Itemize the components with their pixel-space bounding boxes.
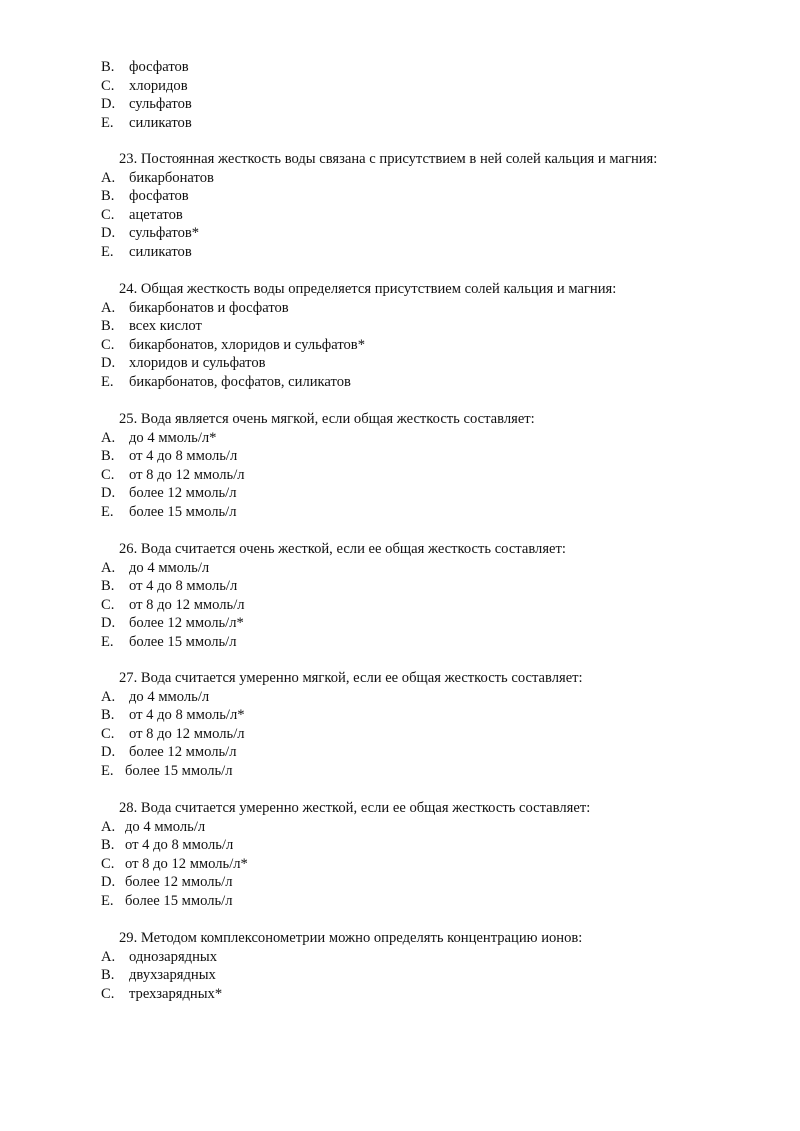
option-letter: A. xyxy=(101,688,116,705)
answer-option xyxy=(0,743,800,762)
question-block-23 xyxy=(0,150,800,261)
option-letter: E. xyxy=(101,373,114,390)
option-text: от 8 до 12 ммоль/л xyxy=(129,466,245,483)
answer-option xyxy=(0,77,800,96)
option-text: до 4 ммоль/л* xyxy=(129,429,217,446)
option-text: трехзарядных* xyxy=(129,985,223,1002)
answer-option xyxy=(0,892,800,911)
option-letter: B. xyxy=(101,578,115,594)
answer-option xyxy=(0,224,800,243)
question-block-29 xyxy=(0,929,800,1003)
option-text: более 12 ммоль/л* xyxy=(129,615,244,631)
option-letter: C. xyxy=(101,77,115,94)
option-text: бикарбонатов и фосфатов xyxy=(129,299,289,316)
answer-option xyxy=(0,577,800,596)
answer-option xyxy=(0,373,800,392)
option-letter: C. xyxy=(101,596,115,613)
answer-option xyxy=(0,725,800,744)
option-letter: A. xyxy=(101,299,116,316)
option-text: от 8 до 12 ммоль/л* xyxy=(125,855,248,872)
option-letter: C. xyxy=(101,855,115,872)
answer-option xyxy=(0,466,800,485)
option-letter: C. xyxy=(101,206,115,223)
question-block-22-continued xyxy=(0,58,800,132)
question-text: 23. Постоянная жесткость воды связана с присутствием в ней солей кальция и магния: xyxy=(119,151,658,167)
option-letter: A. xyxy=(101,559,116,576)
option-text: от 4 до 8 ммоль/л* xyxy=(129,707,245,723)
option-text: до 4 ммоль/л xyxy=(129,688,210,705)
option-letter: E. xyxy=(101,633,114,650)
question-text: 26. Вода считается очень жесткой, если ее общая жесткость составляет: xyxy=(119,541,566,557)
answer-option xyxy=(0,187,800,206)
option-letter: B. xyxy=(101,318,115,334)
question-block-25 xyxy=(0,410,800,521)
option-letter: A. xyxy=(101,818,116,835)
option-text: более 12 ммоль/л xyxy=(125,874,233,890)
answer-option xyxy=(0,317,800,336)
answer-option xyxy=(0,948,800,967)
option-text: до 4 ммоль/л xyxy=(129,559,210,576)
option-text: более 15 ммоль/л xyxy=(129,633,237,650)
option-letter: D. xyxy=(101,485,116,501)
answer-option xyxy=(0,58,800,77)
question-text: 28. Вода считается умеренно жесткой, если ее общая жесткость составляет: xyxy=(119,800,591,816)
answer-option xyxy=(0,966,800,985)
option-letter: C. xyxy=(101,466,115,483)
answer-option xyxy=(0,818,800,837)
option-text: более 12 ммоль/л xyxy=(129,485,237,501)
answer-option xyxy=(0,985,800,1004)
option-text: сульфатов* xyxy=(129,225,200,241)
option-letter: B. xyxy=(101,967,115,983)
option-text: бикарбонатов xyxy=(129,169,214,186)
option-text: более 15 ммоль/л xyxy=(129,503,237,520)
answer-option xyxy=(0,354,800,373)
option-letter: B. xyxy=(101,59,115,75)
option-letter: B. xyxy=(101,188,115,204)
option-text: фосфатов xyxy=(129,188,189,204)
option-text: бикарбонатов, хлоридов и сульфатов* xyxy=(129,336,365,353)
option-letter: B. xyxy=(101,837,115,853)
answer-option xyxy=(0,484,800,503)
answer-option xyxy=(0,596,800,615)
answer-option xyxy=(0,447,800,466)
option-letter: A. xyxy=(101,429,116,446)
option-letter: E. xyxy=(101,503,114,520)
question-block-27 xyxy=(0,669,800,780)
answer-option xyxy=(0,299,800,318)
option-text: от 8 до 12 ммоль/л xyxy=(129,596,245,613)
option-letter: D. xyxy=(101,96,116,112)
option-text: ацетатов xyxy=(129,206,183,223)
option-text: силикатов xyxy=(129,243,192,260)
option-text: более 15 ммоль/л xyxy=(125,892,233,909)
answer-option xyxy=(0,559,800,578)
option-text: однозарядных xyxy=(129,948,217,965)
answer-option xyxy=(0,762,800,781)
question-block-28 xyxy=(0,799,800,910)
answer-option xyxy=(0,614,800,633)
option-letter: C. xyxy=(101,725,115,742)
option-letter: E. xyxy=(101,114,114,131)
option-text: от 4 до 8 ммоль/л xyxy=(125,837,234,853)
option-text: хлоридов xyxy=(129,77,188,94)
option-letter: E. xyxy=(101,243,114,260)
option-letter: D. xyxy=(101,744,116,760)
option-letter: D. xyxy=(101,615,116,631)
question-block-24 xyxy=(0,280,800,391)
answer-option xyxy=(0,243,800,262)
question-block-26 xyxy=(0,540,800,651)
answer-option xyxy=(0,169,800,188)
answer-option xyxy=(0,206,800,225)
option-text: от 4 до 8 ммоль/л xyxy=(129,578,238,594)
option-text: фосфатов xyxy=(129,59,189,75)
option-letter: A. xyxy=(101,948,116,965)
answer-option xyxy=(0,114,800,133)
option-letter: C. xyxy=(101,985,115,1002)
answer-option xyxy=(0,95,800,114)
option-text: более 12 ммоль/л xyxy=(129,744,237,760)
option-letter: B. xyxy=(101,448,115,464)
option-text: до 4 ммоль/л xyxy=(125,818,206,835)
answer-option xyxy=(0,688,800,707)
option-letter: B. xyxy=(101,707,115,723)
option-letter: D. xyxy=(101,355,116,371)
option-text: более 15 ммоль/л xyxy=(125,762,233,779)
answer-option xyxy=(0,836,800,855)
option-text: двухзарядных xyxy=(129,967,216,983)
answer-option xyxy=(0,336,800,355)
option-text: сульфатов xyxy=(129,96,192,112)
option-letter: E. xyxy=(101,762,114,779)
option-text: всех кислот xyxy=(129,318,202,334)
question-text: 29. Методом комплексонометрии можно определять концентрацию ионов: xyxy=(119,930,583,946)
answer-option xyxy=(0,855,800,874)
answer-option xyxy=(0,503,800,522)
answer-option xyxy=(0,873,800,892)
answer-option xyxy=(0,633,800,652)
question-text: 27. Вода считается умеренно мягкой, если ее общая жесткость составляет: xyxy=(119,670,583,686)
option-text: от 4 до 8 ммоль/л xyxy=(129,448,238,464)
answer-option xyxy=(0,429,800,448)
answer-option xyxy=(0,706,800,725)
option-text: бикарбонатов, фосфатов, силикатов xyxy=(129,373,351,390)
option-text: хлоридов и сульфатов xyxy=(129,355,266,371)
option-text: от 8 до 12 ммоль/л xyxy=(129,725,245,742)
question-text: 24. Общая жесткость воды определяется присутствием солей кальция и магния: xyxy=(119,281,617,297)
option-letter: D. xyxy=(101,225,116,241)
option-letter: C. xyxy=(101,336,115,353)
option-letter: E. xyxy=(101,892,114,909)
option-text: силикатов xyxy=(129,114,192,131)
option-letter: A. xyxy=(101,169,116,186)
question-text: 25. Вода является очень мягкой, если общая жесткость составляет: xyxy=(119,411,535,427)
option-letter: D. xyxy=(101,874,116,890)
